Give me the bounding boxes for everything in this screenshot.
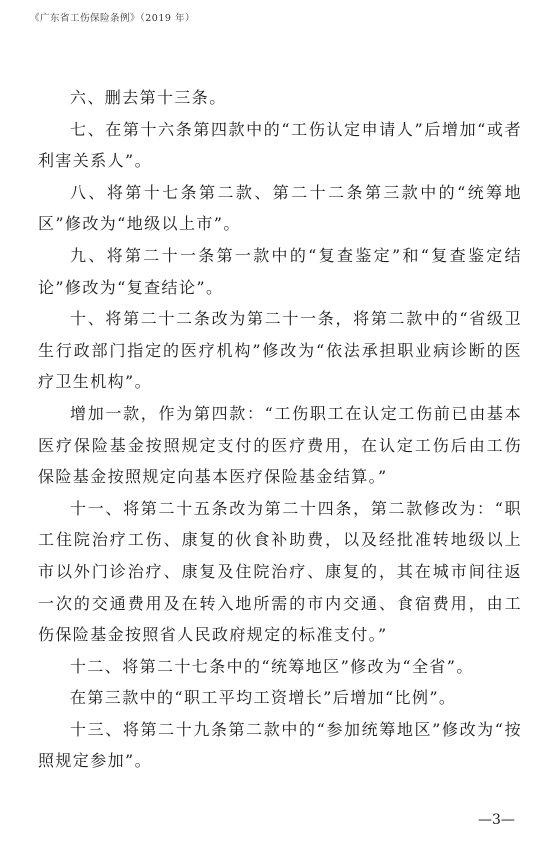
paragraph-item-8: 八、将第十七条第二款、第二十二条第三款中的“统筹地区”修改为“地级以上市”。 [38,182,522,234]
paragraph-item-11: 十一、将第二十五条改为第二十四条，第二款修改为：“职工住院治疗工伤、康复的伙食补助费，以及经批准转地级以上市以外门诊治疗、康复及住院治疗、康复的，其在城市间往返一次的交通费用及在转入地所需的市内交通、食宿费用，由工伤保险基金按照省人民政府规定的标准支付。” [38,498,522,645]
document-body [38,82,522,777]
paragraph-item-9: 九、将第二十一条第一款中的“复查鉴定”和“复查鉴定结论”修改为“复查结论”。 [38,245,522,297]
page-number: —3— [478,812,515,828]
paragraph-item-6: 六、删去第十三条。 [70,88,227,107]
document-header: 《广东省工伤保险条例》（2019 年） [30,13,195,24]
paragraph-item-13: 十三、将第二十九条第二款中的“参加统筹地区”修改为“按照规定参加”。 [38,719,522,771]
paragraph-item-12: 十二、将第二十七条中的“统筹地区”修改为“全省”。 [70,656,474,676]
paragraph-item-10: 十、将第二十二条改为第二十一条，将第二款中的“省级卫生行政部门指定的医疗机构”修改为“依法承担职业病诊断的医疗卫生机构”。 [38,309,522,392]
paragraph-item-7: 七、在第十六条第四款中的“工伤认定申请人”后增加“或者利害关系人”。 [38,119,522,171]
paragraph-item-12-addition: 在第三款中的“职工平均工资增长”后增加“比例”。 [70,688,457,708]
paragraph-item-10-addition: 增加一款，作为第四款：“工伤职工在认定工伤前已由基本医疗保险基金按照规定支付的医疗费用，在认定工伤后由工伤保险基金按照规定向基本医疗保险基金结算。” [38,403,522,487]
